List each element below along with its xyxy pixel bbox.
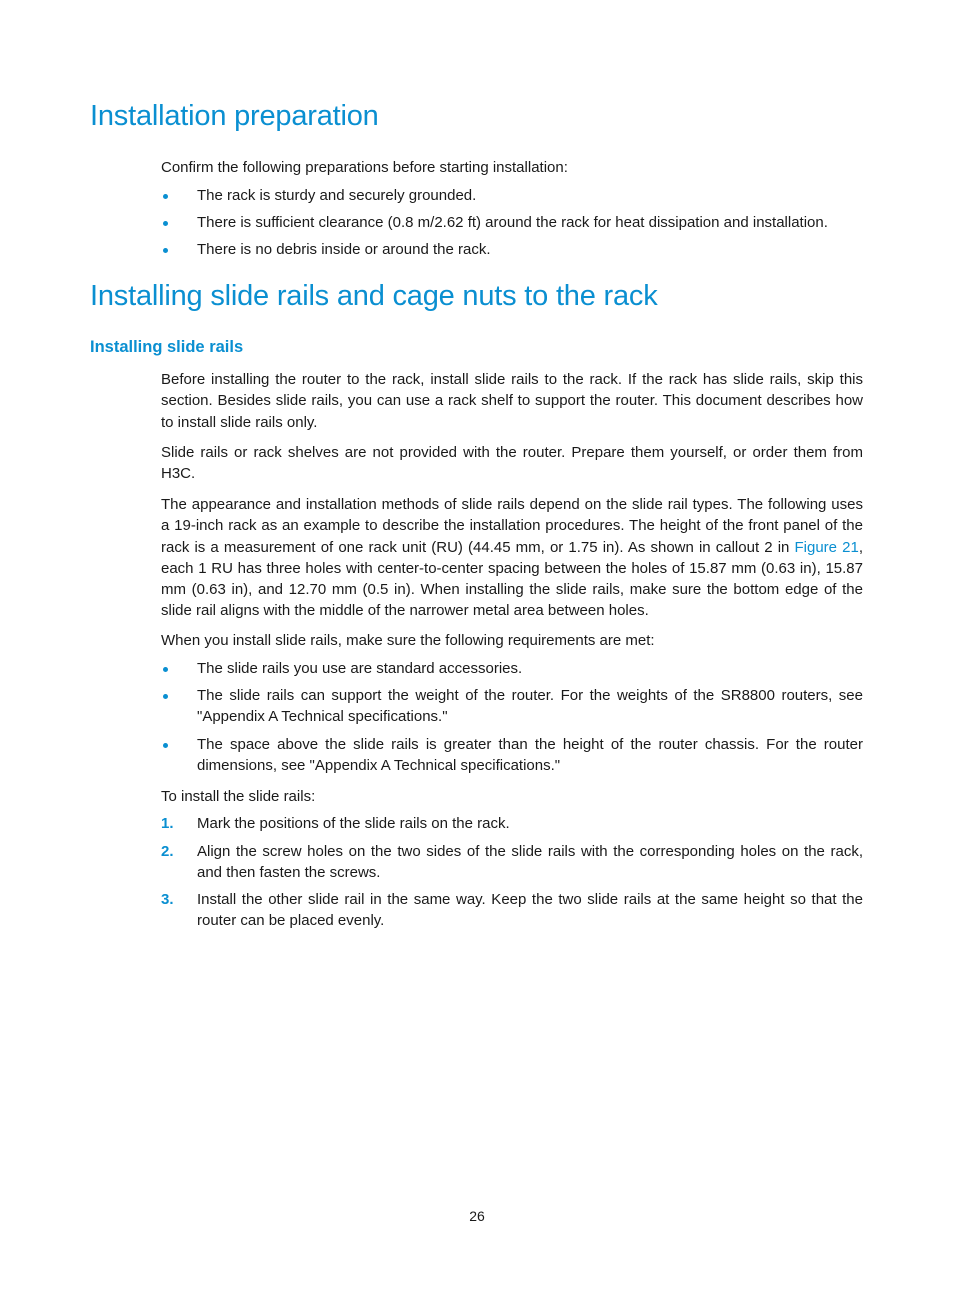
paragraph-not-provided: Slide rails or rack shelves are not provided with the router. Prepare them yourself, or order them from H3C. (161, 444, 863, 483)
step-item (161, 841, 863, 883)
list-item (161, 734, 863, 776)
subheading-installing-slide-rails: Installing slide rails (90, 338, 244, 356)
bullet-icon (163, 248, 168, 253)
step-text: Install the other slide rail in the same way. Keep the two slide rails at the same height so that the router can be placed evenly. (197, 891, 863, 929)
list-item-text: The slide rails you use are standard accessories. (197, 660, 523, 677)
step-number: 3. (161, 891, 174, 908)
list-item-text: There is no debris inside or around the rack. (197, 241, 491, 258)
paragraph-text: The appearance and installation methods of slide rails depend on the slide rail types. The following uses a 19-inch rack as an example to describe the installation procedures. The height of the front panel of the rack is a measurement of one rack unit (RU) (44.45 mm, or 1.75 in). As shown in callout 2 in (161, 496, 863, 556)
bullet-icon (163, 667, 168, 672)
step-text: Align the screw holes on the two sides of the slide rails with the corresponding holes on the rack, and then fasten the screws. (197, 843, 863, 881)
page-number: 26 (469, 1208, 485, 1224)
list-item (161, 658, 863, 679)
step-text: Mark the positions of the slide rails on the rack. (197, 815, 510, 832)
bullet-icon (163, 743, 168, 748)
step-item (161, 889, 863, 931)
bullet-icon (163, 194, 168, 199)
list-item-text: The space above the slide rails is greater than the height of the router chassis. For the router dimensions, see "Appendix A Technical specifications." (197, 736, 863, 774)
steps-intro: To install the slide rails: (161, 788, 316, 805)
list-item (161, 212, 863, 233)
paragraph-requirements-intro: When you install slide rails, make sure the following requirements are met: (161, 632, 655, 649)
list-item-text: There is sufficient clearance (0.8 m/2.62 ft) around the rack for heat dissipation and installation. (197, 214, 828, 231)
list-item-text: The slide rails can support the weight of the router. For the weights of the SR8800 routers, see "Appendix A Technical specifications." (197, 687, 863, 725)
list-item (161, 185, 863, 206)
bullet-icon (163, 221, 168, 226)
list-item (161, 685, 863, 727)
list-item-text: The rack is sturdy and securely grounded. (197, 187, 477, 204)
step-number: 1. (161, 815, 174, 832)
heading-installing-slide-rails-and-cage-nuts: Installing slide rails and cage nuts to the rack (90, 280, 658, 312)
step-number: 2. (161, 843, 174, 860)
heading-installation-preparation: Installation preparation (90, 100, 379, 132)
paragraph-rack-units (161, 494, 863, 622)
step-item (161, 813, 863, 834)
list-item (161, 239, 863, 260)
paragraph-text: , each 1 RU has three holes with center-to-center spacing between the holes of 15.87 mm (0.63 in), 15.87 mm (0.63 in), and 12.70 mm (0.5 in). When installing the slide rails, make sure the bottom edge of the slide rail aligns with the middle of the narrower metal area between holes. (161, 538, 863, 620)
figure-21-link[interactable]: Figure 21 (794, 538, 859, 556)
bullet-icon (163, 694, 168, 699)
intro-paragraph: Confirm the following preparations before starting installation: (161, 159, 568, 176)
paragraph-intro-slide-rails: Before installing the router to the rack, install slide rails to the rack. If the rack has slide rails, skip this section. Besides slide rails, you can use a rack shelf to support the router. This document describes how to install slide rails only. (161, 371, 863, 431)
